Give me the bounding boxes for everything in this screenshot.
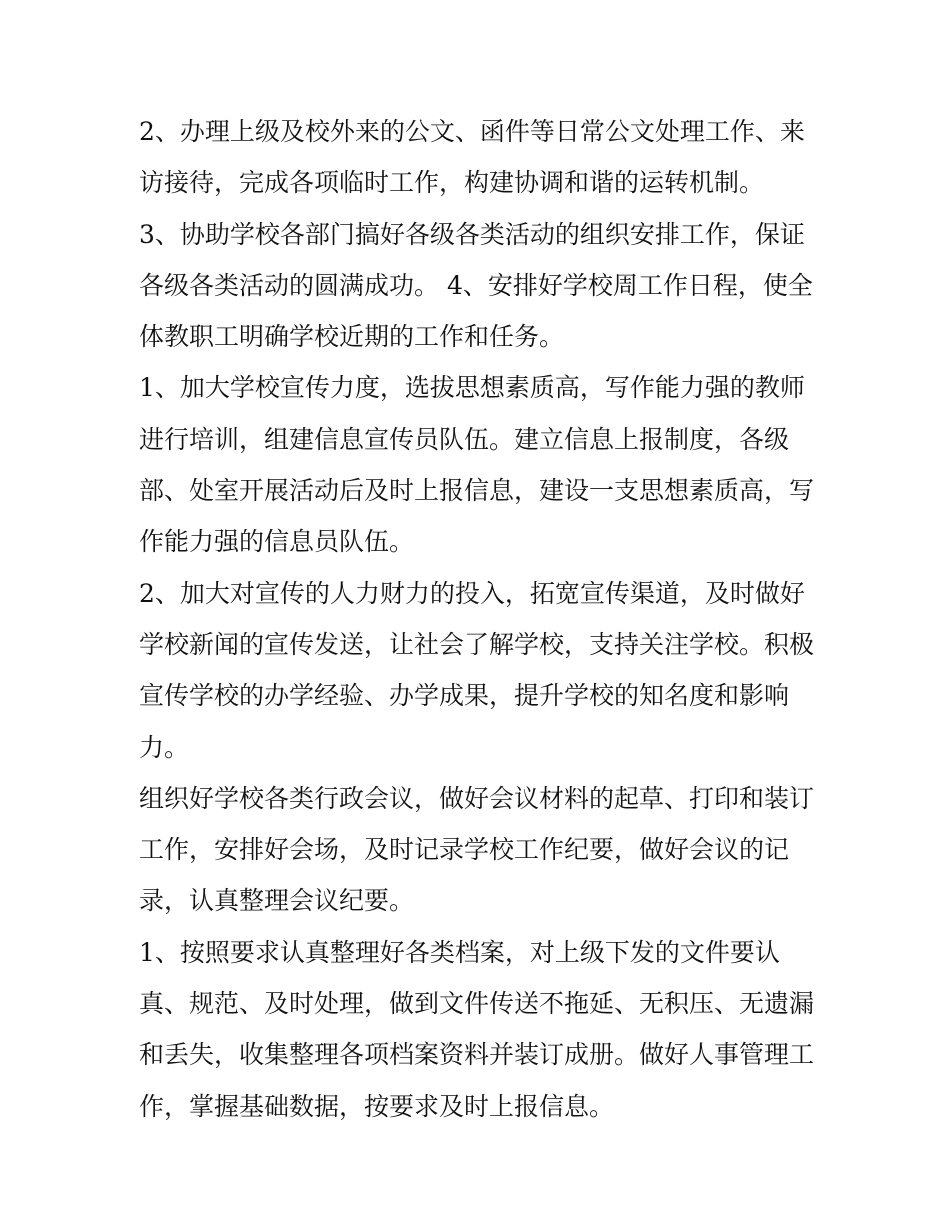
text-line: 宣传学校的办学经验、办学成果，提升学校的知名度和影响 bbox=[139, 681, 790, 711]
text-line: 各级各类活动的圆满成功。 4、安排好学校周工作日程，使全 bbox=[139, 270, 813, 300]
text-line: 学校新闻的宣传发送，让社会了解学校，支持关注学校。积极 bbox=[139, 629, 815, 659]
text-line: 和丢失，收集整理各项档案资料并装订成册。做好人事管理工 bbox=[139, 1040, 815, 1070]
text-line: 工作，安排好会场，及时记录学校工作纪要，做好会议的记 bbox=[139, 835, 790, 865]
text-line: 2、办理上级及校外来的公文、函件等日常公文处理工作、来 bbox=[139, 117, 805, 146]
text-line: 组织好学校各类行政会议，做好会议材料的起草、打印和装订 bbox=[139, 783, 815, 813]
text-line: 作，掌握基础数据，按要求及时上报信息。 bbox=[139, 1091, 615, 1121]
text-line: 2、加大对宣传的人力财力的投入，拓宽宣传渠道，及时做好 bbox=[139, 578, 805, 608]
text-line: 1、按照要求认真整理好各类档案，对上级下发的文件要认 bbox=[139, 937, 780, 967]
text-line: 录，认真整理会议纪要。 bbox=[139, 886, 415, 916]
text-line: 访接待，完成各项临时工作，构建协调和谐的运转机制。 bbox=[139, 168, 765, 198]
text-line: 真、规范、及时处理，做到文件传送不拖延、无积压、无遗漏 bbox=[139, 989, 815, 1019]
text-line: 作能力强的信息员队伍。 bbox=[139, 527, 415, 557]
document-body bbox=[139, 106, 819, 1132]
text-line: 1、加大学校宣传力度，选拔思想素质高，写作能力强的教师 bbox=[139, 373, 805, 403]
text-line: 3、协助学校各部门搞好各级各类活动的组织安排工作，保证 bbox=[139, 219, 805, 249]
text-line: 力。 bbox=[139, 732, 190, 762]
text-line: 体教职工明确学校近期的工作和任务。 bbox=[139, 322, 565, 352]
text-line: 进行培训，组建信息宣传员队伍。建立信息上报制度，各级 bbox=[139, 424, 790, 454]
text-line: 部、处室开展活动后及时上报信息，建设一支思想素质高，写 bbox=[139, 476, 815, 506]
